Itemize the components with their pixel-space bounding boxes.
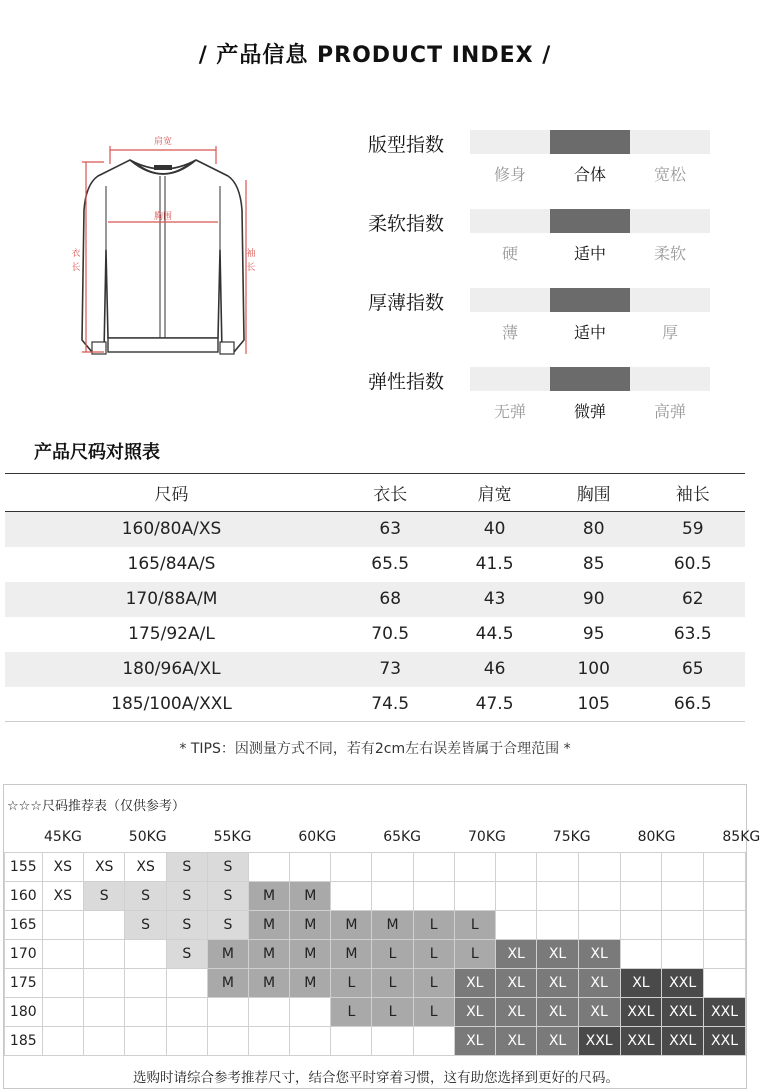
index-segment xyxy=(630,367,710,391)
table-row xyxy=(5,652,745,687)
recommendation-title: ☆☆☆尺码推荐表（仅供参考） xyxy=(7,799,185,814)
sleeve-label-1: 袖 xyxy=(246,249,256,259)
size-table-header xyxy=(5,474,745,512)
length-label-1: 衣 xyxy=(71,249,81,259)
table-cell: 185/100A/XXL xyxy=(5,687,338,722)
size-cell xyxy=(372,1027,413,1056)
size-cell xyxy=(83,940,124,969)
size-cell xyxy=(249,853,290,882)
size-cell: XXL xyxy=(578,1027,620,1056)
size-cell: XL xyxy=(495,1027,536,1056)
table-row xyxy=(5,617,745,652)
table-cell: 70.5 xyxy=(371,624,410,644)
index-segment xyxy=(470,288,550,312)
index-softness xyxy=(368,207,718,286)
size-cell xyxy=(620,853,662,882)
size-cell: XXL xyxy=(662,998,704,1027)
index-name: 版型指数 xyxy=(368,134,445,156)
size-cell xyxy=(578,911,620,940)
table-cell: 105 xyxy=(547,687,641,722)
size-cell xyxy=(413,882,454,911)
size-cell xyxy=(372,882,413,911)
size-cell xyxy=(578,853,620,882)
size-cell: L xyxy=(454,940,495,969)
size-cell: M xyxy=(331,911,372,940)
table-cell: 68 xyxy=(338,582,442,617)
size-cell: L xyxy=(413,969,454,998)
size-cell xyxy=(662,911,704,940)
size-cell: XXL xyxy=(704,998,746,1027)
table-cell: 60.5 xyxy=(673,554,712,574)
column-header: 衣长 xyxy=(338,474,442,512)
size-cell: XS xyxy=(42,882,83,911)
table-row xyxy=(5,547,745,582)
table-cell: 41.5 xyxy=(475,554,514,574)
size-cell: S xyxy=(207,911,248,940)
size-cell xyxy=(495,882,536,911)
size-cell: XL xyxy=(495,969,536,998)
size-cell: S xyxy=(83,882,124,911)
table-cell: 180/96A/XL xyxy=(5,652,338,687)
index-bar xyxy=(470,130,710,154)
size-cell: S xyxy=(125,882,166,911)
weight-label: 55KG xyxy=(213,829,252,845)
size-cell: XS xyxy=(125,853,166,882)
chest-label: 胸围 xyxy=(153,212,173,222)
table-row xyxy=(5,512,745,547)
size-cell xyxy=(42,911,83,940)
height-label: 165 xyxy=(5,911,43,940)
height-label: 175 xyxy=(5,969,43,998)
size-cell: XXL xyxy=(620,1027,662,1056)
size-cell xyxy=(166,1027,207,1056)
table-row xyxy=(5,1027,746,1056)
size-cell xyxy=(372,853,413,882)
size-cell xyxy=(42,969,83,998)
index-label: 高弹 xyxy=(653,402,686,421)
weight-label: 65KG xyxy=(383,829,422,845)
weight-label: 50KG xyxy=(128,829,167,845)
index-label-selected: 适中 xyxy=(573,323,606,342)
index-elasticity xyxy=(368,365,718,444)
weight-label: 45KG xyxy=(44,829,82,845)
weight-label: 75KG xyxy=(552,829,591,845)
size-cell xyxy=(537,853,578,882)
index-label: 薄 xyxy=(501,323,518,342)
size-cell xyxy=(662,853,704,882)
size-cell xyxy=(704,940,746,969)
size-cell: L xyxy=(413,998,454,1027)
size-cell: XL xyxy=(454,1027,495,1056)
table-cell: 100 xyxy=(547,652,641,687)
size-cell xyxy=(166,969,207,998)
height-label: 160 xyxy=(5,882,43,911)
table-cell: 47.5 xyxy=(442,687,546,722)
index-label-selected: 适中 xyxy=(573,244,606,263)
size-cell xyxy=(207,1027,248,1056)
size-cell: M xyxy=(290,911,331,940)
size-table-title: 产品尺码对照表 xyxy=(34,442,160,463)
table-cell: 160/80A/XS xyxy=(5,512,338,547)
size-cell xyxy=(125,969,166,998)
size-cell xyxy=(83,1027,124,1056)
size-cell xyxy=(331,882,372,911)
index-segment xyxy=(470,130,550,154)
size-cell: L xyxy=(372,998,413,1027)
index-bar xyxy=(470,367,710,391)
tips-note: * TIPS：因测量方式不同，若有2cm左右误差皆属于合理范围 * xyxy=(179,741,571,757)
index-label-selected: 合体 xyxy=(573,165,606,184)
size-cell xyxy=(704,969,746,998)
size-cell: S xyxy=(166,853,207,882)
index-segment xyxy=(630,130,710,154)
size-cell: XXL xyxy=(620,998,662,1027)
index-label-selected: 微弹 xyxy=(573,402,606,421)
size-cell xyxy=(249,998,290,1027)
index-segment xyxy=(470,209,550,233)
index-label: 宽松 xyxy=(653,165,686,184)
recommendation-footer: 选购时请综合参考推荐尺寸，结合您平时穿着习惯，这有助您选择到更好的尺码。 xyxy=(133,1070,619,1086)
size-cell xyxy=(42,1027,83,1056)
size-cell xyxy=(537,882,578,911)
size-cell: XL xyxy=(495,998,536,1027)
table-cell: 80 xyxy=(547,512,641,547)
size-cell xyxy=(704,853,746,882)
size-cell: L xyxy=(413,940,454,969)
height-label: 155 xyxy=(5,853,43,882)
size-cell xyxy=(83,998,124,1027)
table-row xyxy=(5,940,746,969)
size-cell xyxy=(331,1027,372,1056)
size-cell: S xyxy=(166,940,207,969)
index-label: 柔软 xyxy=(653,244,686,263)
size-cell xyxy=(704,882,746,911)
size-cell xyxy=(620,882,662,911)
recommendation-grid xyxy=(4,852,746,1056)
table-cell: 90 xyxy=(547,582,641,617)
height-label: 185 xyxy=(5,1027,43,1056)
size-cell: XL xyxy=(578,998,620,1027)
size-cell: M xyxy=(290,882,331,911)
table-cell: 66.5 xyxy=(641,687,745,722)
size-cell xyxy=(42,998,83,1027)
size-cell xyxy=(125,998,166,1027)
table-row xyxy=(5,687,745,722)
table-cell: 73 xyxy=(338,652,442,687)
table-cell: 62 xyxy=(641,582,745,617)
index-bar xyxy=(470,288,710,312)
size-cell xyxy=(207,998,248,1027)
size-cell: XL xyxy=(454,969,495,998)
size-cell: L xyxy=(372,940,413,969)
size-cell xyxy=(83,969,124,998)
index-name: 柔软指数 xyxy=(368,213,445,235)
height-label: 170 xyxy=(5,940,43,969)
table-cell: 63 xyxy=(338,512,442,547)
size-cell: M xyxy=(331,940,372,969)
size-cell: XL xyxy=(495,940,536,969)
table-row xyxy=(5,882,746,911)
size-cell: XL xyxy=(537,969,578,998)
size-cell xyxy=(454,853,495,882)
size-cell xyxy=(290,998,331,1027)
size-cell xyxy=(620,940,662,969)
index-name: 厚薄指数 xyxy=(368,292,445,314)
size-cell: XS xyxy=(42,853,83,882)
product-indices xyxy=(368,128,718,444)
size-cell xyxy=(42,940,83,969)
size-cell: S xyxy=(207,882,248,911)
index-fit xyxy=(368,128,718,207)
size-cell xyxy=(495,853,536,882)
index-thickness xyxy=(368,286,718,365)
size-cell: XL xyxy=(537,1027,578,1056)
sleeve-label-2: 长 xyxy=(246,263,256,273)
index-segment-selected xyxy=(550,130,630,154)
size-cell xyxy=(331,853,372,882)
column-header: 袖长 xyxy=(641,474,745,512)
size-cell: M xyxy=(249,940,290,969)
size-cell xyxy=(413,853,454,882)
table-cell: 46 xyxy=(442,652,546,687)
size-cell xyxy=(249,1027,290,1056)
table-cell: 65.5 xyxy=(371,554,410,574)
size-cell: XL xyxy=(578,969,620,998)
size-cell: M xyxy=(249,882,290,911)
size-cell: M xyxy=(372,911,413,940)
size-cell: M xyxy=(207,940,248,969)
table-cell: 85 xyxy=(582,554,605,574)
page-title: / 产品信息 PRODUCT INDEX / xyxy=(198,43,552,68)
size-cell xyxy=(290,853,331,882)
size-cell xyxy=(290,1027,331,1056)
size-cell xyxy=(125,940,166,969)
weight-label: 80KG xyxy=(637,829,676,845)
table-cell: 43 xyxy=(442,582,546,617)
table-row xyxy=(5,969,746,998)
table-cell: 170/88A/M xyxy=(5,582,338,617)
index-segment-selected xyxy=(550,209,630,233)
index-label: 硬 xyxy=(501,244,518,263)
table-cell: 165/84A/S xyxy=(127,554,216,574)
size-cell xyxy=(83,911,124,940)
table-cell: 40 xyxy=(442,512,546,547)
index-label: 修身 xyxy=(493,165,526,184)
size-cell: L xyxy=(372,969,413,998)
table-row xyxy=(5,582,745,617)
table-cell: 95 xyxy=(582,624,605,644)
size-cell: M xyxy=(290,940,331,969)
weight-label: 60KG xyxy=(298,829,337,845)
column-header: 尺码 xyxy=(5,474,338,512)
shoulder-label: 肩宽 xyxy=(153,137,173,147)
size-cell xyxy=(454,882,495,911)
size-cell xyxy=(166,998,207,1027)
size-cell: L xyxy=(331,969,372,998)
index-segment-selected xyxy=(550,367,630,391)
table-cell: 59 xyxy=(641,512,745,547)
index-segment xyxy=(630,209,710,233)
size-cell xyxy=(662,940,704,969)
size-cell xyxy=(413,1027,454,1056)
size-cell: M xyxy=(249,911,290,940)
column-header: 胸围 xyxy=(547,474,641,512)
size-cell: L xyxy=(331,998,372,1027)
size-cell: M xyxy=(249,969,290,998)
size-cell xyxy=(578,882,620,911)
table-row xyxy=(5,853,746,882)
index-bar xyxy=(470,209,710,233)
index-segment-selected xyxy=(550,288,630,312)
length-label-2: 长 xyxy=(71,263,81,273)
size-cell: XL xyxy=(454,998,495,1027)
index-segment xyxy=(470,367,550,391)
size-cell: S xyxy=(125,911,166,940)
table-cell: 44.5 xyxy=(475,624,514,644)
table-row xyxy=(5,911,746,940)
table-cell: 65 xyxy=(641,652,745,687)
index-segment xyxy=(630,288,710,312)
table-cell: 175/92A/L xyxy=(128,624,215,644)
size-cell xyxy=(704,911,746,940)
size-recommendation xyxy=(3,784,760,1089)
weight-label: 70KG xyxy=(468,829,506,845)
size-cell: XXL xyxy=(662,1027,704,1056)
column-header: 肩宽 xyxy=(442,474,546,512)
index-name: 弹性指数 xyxy=(368,371,445,393)
table-cell: 63.5 xyxy=(673,624,712,644)
size-cell xyxy=(495,911,536,940)
size-cell: S xyxy=(166,882,207,911)
size-cell: XS xyxy=(83,853,124,882)
size-cell: L xyxy=(413,911,454,940)
size-cell: XL xyxy=(620,969,662,998)
size-cell: XXL xyxy=(662,969,704,998)
size-table xyxy=(5,473,745,722)
table-cell: 74.5 xyxy=(338,687,442,722)
size-cell: XL xyxy=(537,940,578,969)
size-cell: XXL xyxy=(704,1027,746,1056)
size-cell: XL xyxy=(537,998,578,1027)
garment-diagram xyxy=(68,130,258,380)
size-cell: L xyxy=(454,911,495,940)
table-row xyxy=(5,998,746,1027)
size-cell xyxy=(125,1027,166,1056)
weight-label: 85KG xyxy=(722,829,760,845)
height-label: 180 xyxy=(5,998,43,1027)
index-label: 无弹 xyxy=(493,402,526,421)
size-cell: M xyxy=(207,969,248,998)
size-cell: XL xyxy=(578,940,620,969)
size-cell: S xyxy=(166,911,207,940)
size-cell: M xyxy=(290,969,331,998)
size-cell xyxy=(662,882,704,911)
weight-labels xyxy=(4,829,760,849)
size-cell xyxy=(537,911,578,940)
size-cell xyxy=(620,911,662,940)
size-cell: S xyxy=(207,853,248,882)
index-label: 厚 xyxy=(661,323,678,342)
